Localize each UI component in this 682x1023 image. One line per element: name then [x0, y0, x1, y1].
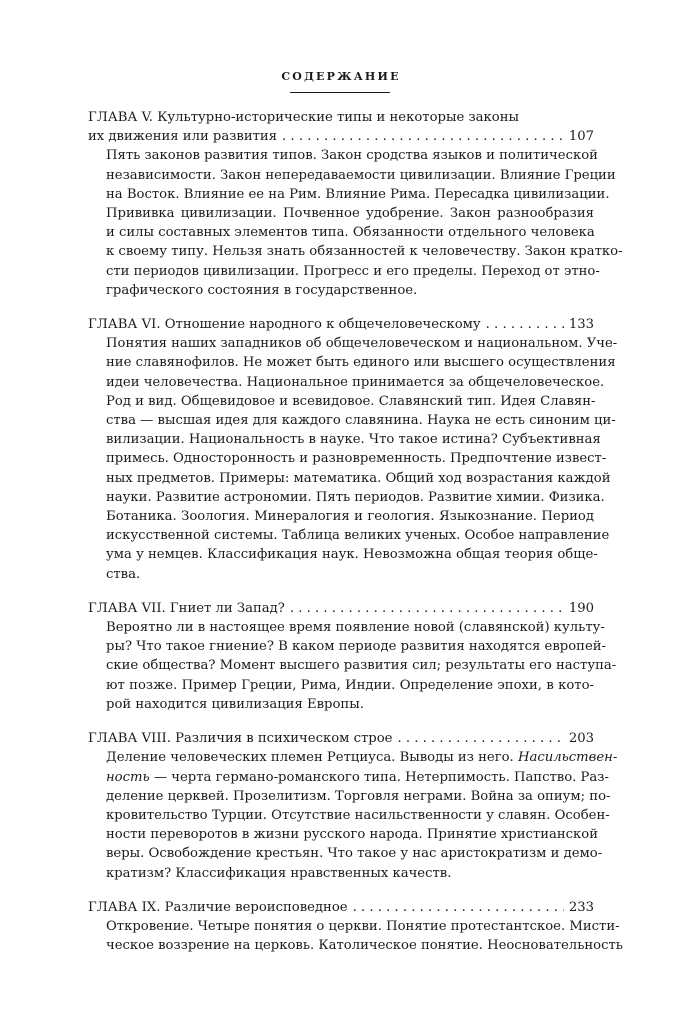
- toc-entry-chapter-6: [88, 315, 618, 584]
- page-number: 107: [568, 129, 594, 145]
- toc-entry-chapter-7: [88, 599, 617, 714]
- summary-text: — черта германо-романского типа. Нетерпимость. Папство. Раз-: [153, 769, 609, 785]
- summary-line: Род и вид. Общевидовое и всевидовое. Славянский тип. Идея Славян-: [106, 393, 596, 409]
- summary-line: Ботаника. Зоология. Минералогия и геология. Языкознание. Период: [106, 509, 594, 525]
- page-number: 190: [568, 600, 594, 616]
- summary-line: Пять законов развития типов. Закон сродства языков и политической: [106, 148, 598, 164]
- summary-line: ние славянофилов. Не может быть единого или высшего осуществления: [106, 355, 616, 371]
- chapter-heading[interactable]: [88, 599, 594, 618]
- summary-line: Прививка цивилизации. Почвенное удобрение. Закон разнообразия: [106, 206, 594, 222]
- summary-text: Деление человеческих племен Ретциуса. Выводы из него.: [106, 750, 514, 766]
- chapter-summary: [88, 748, 618, 882]
- chapter-heading[interactable]: [88, 108, 594, 146]
- summary-line: ры? Что такое гниение? В каком периоде развития находятся европей-: [106, 639, 607, 655]
- summary-line: вилизации. Национальность в науке. Что такое истина? Субъективная: [106, 432, 601, 448]
- summary-line: ности переворотов в жизни русского народа. Принятие христианской: [106, 827, 598, 843]
- summary-line: Вероятно ли в настоящее время появление новой (славянской) культу-: [106, 620, 605, 636]
- leader-dots: [353, 898, 564, 917]
- chapter-title-line: ГЛАВА IX. Различие вероисповедное: [88, 899, 348, 915]
- summary-line: ские общества? Момент высшего развития сил; результаты его наступа-: [106, 658, 617, 674]
- summary-line: ума у немцев. Классификация наук. Невозможна общая теория обще-: [106, 547, 598, 563]
- summary-line: ства.: [106, 566, 141, 582]
- chapter-heading[interactable]: [88, 315, 594, 334]
- summary-line: кровительство Турции. Отсутствие насильственности у славян. Особен-: [106, 807, 610, 823]
- summary-line: рой находится цивилизация Европы.: [106, 696, 364, 712]
- chapter-title-line: их движения или развития: [88, 129, 278, 145]
- summary-line: Понятия наших западников об общечеловеческом и национальном. Уче-: [106, 336, 618, 352]
- summary-line: ют позже. Пример Греции, Рима, Индии. Определение эпохи, в кото-: [106, 677, 594, 693]
- summary-line: ных предметов. Примеры: математика. Общий ход возрастания каждой: [106, 470, 611, 486]
- leader-dots: [397, 729, 563, 748]
- toc-entry-chapter-5: [88, 108, 623, 300]
- chapter-summary: [88, 618, 617, 714]
- summary-line: к своему типу. Нельзя знать обязанностей к человечеству. Закон кратко-: [106, 244, 623, 260]
- chapter-summary: [88, 334, 618, 584]
- chapter-heading[interactable]: [88, 729, 594, 748]
- running-head-rule: [290, 92, 390, 93]
- running-head: СОДЕРЖАНИЕ: [281, 70, 401, 83]
- summary-line: деление церквей. Прозелитизм. Торговля неграми. Война за опиум; по-: [106, 788, 611, 804]
- toc-entry-chapter-8: [88, 729, 618, 883]
- toc-entry-chapter-9: [88, 898, 623, 956]
- chapter-title-line: ГЛАВА VIII. Различия в психическом строе: [88, 731, 393, 747]
- italic-term: ность: [106, 769, 150, 785]
- page-number: 133: [568, 317, 594, 333]
- chapter-title-line: ГЛАВА V. Культурно-исторические типы и некоторые законы: [88, 110, 519, 125]
- chapter-summary: [88, 146, 623, 300]
- summary-line: ства — высшая идея для каждого славянина. Наука не есть синоним ци-: [106, 413, 616, 429]
- summary-line: графического состояния в государственное.: [106, 282, 418, 298]
- page-number: 203: [568, 731, 594, 747]
- summary-line: Откровение. Четыре понятия о церкви. Понятие протестантское. Мисти-: [106, 918, 620, 934]
- summary-line: независимости. Закон непередаваемости цивилизации. Влияние Греции: [106, 167, 616, 183]
- summary-line: ческое воззрение на церковь. Католическое понятие. Неосновательность: [106, 938, 623, 954]
- chapter-title-line: ГЛАВА VI. Отношение народного к общечеловеческому: [88, 317, 481, 333]
- table-of-contents: [88, 108, 623, 970]
- leader-dots: [486, 315, 564, 334]
- leader-dots: [290, 599, 564, 618]
- italic-term: Насильствен-: [517, 750, 618, 766]
- summary-line: науки. Развитие астрономии. Пять периодов. Развитие химии. Физика.: [106, 489, 605, 505]
- summary-line: сти периодов цивилизации. Прогресс и его пределы. Переход от этно-: [106, 263, 600, 279]
- summary-line: на Восток. Влияние ее на Рим. Влияние Рима. Пересадка цивилизации.: [106, 186, 610, 202]
- page-number: 233: [568, 899, 594, 915]
- summary-line: идеи человечества. Национальное принимается за общечеловеческое.: [106, 374, 605, 390]
- chapter-heading[interactable]: [88, 898, 594, 917]
- summary-line: примесь. Односторонность и разновременность. Предпочтение извест-: [106, 451, 607, 467]
- summary-line: искусственной системы. Таблица великих ученых. Особое направление: [106, 528, 610, 544]
- leader-dots: [282, 127, 564, 146]
- chapter-title-line: ГЛАВА VII. Гниет ли Запад?: [88, 600, 285, 616]
- summary-line: веры. Освобождение крестьян. Что такое у нас аристократизм и демо-: [106, 846, 603, 862]
- chapter-summary: [88, 917, 623, 955]
- summary-line: [106, 768, 609, 787]
- summary-line: [106, 748, 618, 767]
- summary-line: и силы составных элементов типа. Обязанности отдельного человека: [106, 225, 595, 241]
- summary-line: кратизм? Классификация нравственных качеств.: [106, 865, 452, 881]
